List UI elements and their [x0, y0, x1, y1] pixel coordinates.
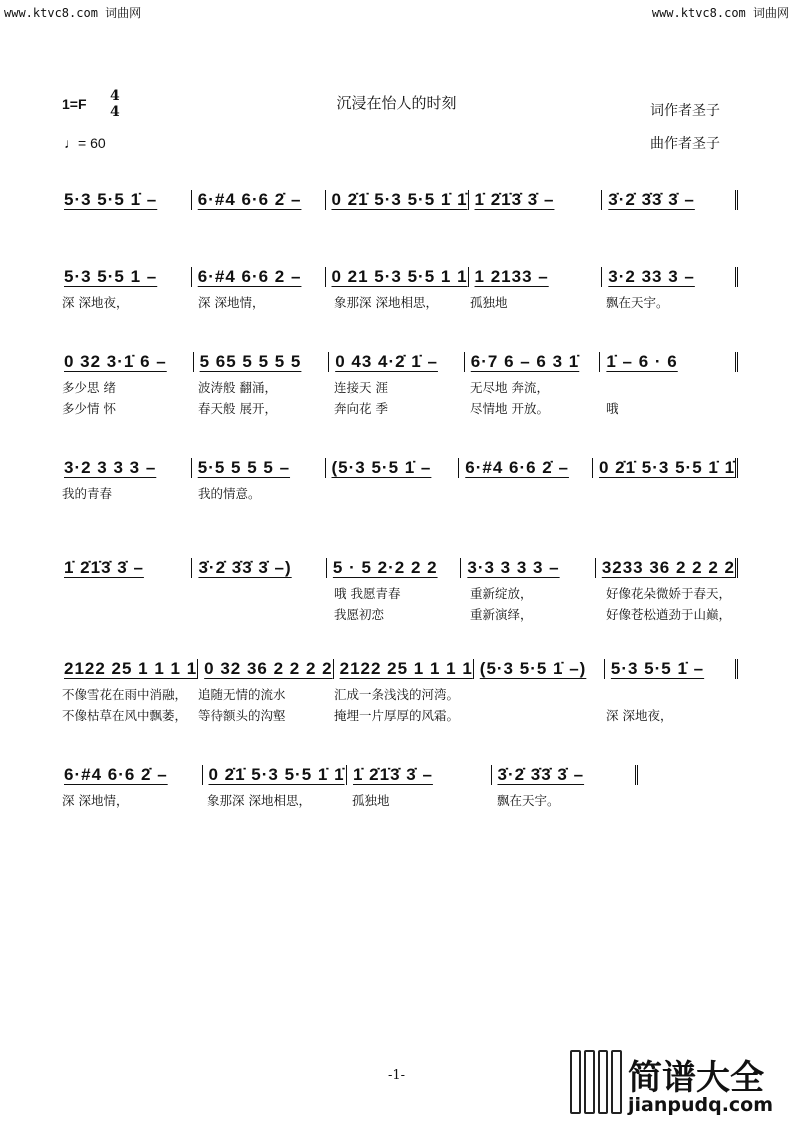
measure: 2122 25 1 1 1 1 — [58, 659, 198, 679]
lyric-segment — [466, 684, 602, 705]
measure: 0 2̇1̇ 5·3 5·5 1̇ 1̇ — [203, 765, 348, 785]
measure: 1̇ 2̇1̇3̇ 3̇ – — [58, 558, 192, 578]
measure: 3·2 3 3 3 – — [58, 458, 192, 478]
time-bottom: 4 — [110, 104, 120, 120]
staff-row — [58, 453, 738, 504]
lyric-line — [58, 377, 738, 398]
watermark-right: www.ktvc8.com 词曲网 — [651, 6, 789, 20]
lyric-line — [58, 583, 738, 604]
lyric-segment: 多少思 绪 — [62, 380, 116, 395]
lyric-segment: 尽情地 开放。 — [470, 401, 549, 416]
lyric-segment: 波涛般 翻涌， — [198, 380, 277, 395]
measure: 5·3 5·5 1̇ – — [58, 190, 192, 210]
measure: 0 2̇1̇ 5·3 5·5 1̇ 1̇ — [326, 190, 469, 210]
lyric-segment: 汇成一条浅浅的河湾。 — [334, 687, 460, 702]
lyric-segment: 掩埋一片厚厚的风霜。 — [334, 708, 460, 723]
lyric-segment — [58, 583, 194, 604]
measure: 0 21 5·3 5·5 1 1 — [326, 267, 469, 287]
staff-row — [58, 760, 638, 811]
measure: 0 43 4·2̇ 1̇ – — [329, 352, 465, 372]
lyric-segment — [602, 483, 738, 504]
tempo-marking: ♩= 60 — [64, 135, 106, 151]
lyric-segment — [602, 377, 738, 398]
measure: 0 2̇1̇ 5·3 5·5 1̇ 1̇ — [593, 458, 738, 478]
lyric-segment: 深 深地情， — [198, 295, 265, 310]
lyric-segment: 春天般 展开， — [198, 401, 277, 416]
time-signature — [110, 88, 120, 120]
measure: 3·2 33 3 – — [602, 267, 738, 287]
composer: 曲作者圣子 — [650, 136, 720, 152]
lyric-segment: 象那深 深地相思， — [334, 295, 438, 310]
lyric-segment: 重新演绎， — [470, 607, 533, 622]
key-signature: 1=F — [62, 96, 87, 112]
lyric-segment: 哦 — [606, 401, 619, 416]
lyric-segment: 飘在天宇。 — [606, 295, 669, 310]
lyric-segment — [330, 483, 466, 504]
measure: 5 · 5 2·2 2 2 — [327, 558, 461, 578]
notes-line — [58, 185, 738, 215]
measure: 6·#4 6·6 2̇ – — [58, 765, 203, 785]
site-logo — [570, 1050, 790, 1120]
logo-url: jianpudq.com — [628, 1094, 774, 1116]
measure: 0 32 3·1̇ 6 – — [58, 352, 194, 372]
lyric-segment: 不像枯草在风中飘萎， — [62, 708, 188, 723]
measure: 3̇·2̇ 3̇3̇ 3̇ –) — [192, 558, 326, 578]
lyric-segment: 重新绽放， — [470, 586, 533, 601]
measure: 5 65 5 5 5 5 — [194, 352, 330, 372]
measure: 2122 25 1 1 1 1 — [334, 659, 474, 679]
lyric-line — [58, 790, 638, 811]
staff-row — [58, 185, 738, 215]
lyric-segment: 孤独地 — [470, 295, 508, 310]
lyric-line — [58, 483, 738, 504]
lyric-segment: 深 深地情， — [62, 793, 129, 808]
lyric-segment: 好像苍松遒劲于山巅， — [606, 607, 732, 622]
lyric-segment — [602, 684, 738, 705]
measure: 5·3 5·5 1 – — [58, 267, 192, 287]
lyric-segment — [58, 604, 194, 625]
notes-line — [58, 262, 738, 292]
lyric-segment: 孤独地 — [352, 793, 390, 808]
lyric-segment — [466, 705, 602, 726]
lyric-line — [58, 705, 738, 726]
measure: 6·#4 6·6 2̇ – — [192, 190, 326, 210]
lyric-segment — [194, 604, 330, 625]
measure: (5·3 5·5 1̇ – — [326, 458, 460, 478]
lyric-segment — [466, 483, 602, 504]
measure: 0 32 36 2 2 2 2 — [198, 659, 333, 679]
lyric-segment: 我愿初恋 — [334, 607, 385, 622]
lyric-segment: 我的青春 — [62, 486, 113, 501]
staff-row — [58, 654, 738, 726]
lyric-segment — [194, 583, 330, 604]
staff-row — [58, 553, 738, 625]
lyric-line — [58, 604, 738, 625]
lyric-segment: 深 深地夜， — [606, 708, 673, 723]
lyric-segment: 我的情意。 — [198, 486, 261, 501]
measure: 1̇ 2̇1̇3̇ 3̇ – — [469, 190, 603, 210]
measure: (5·3 5·5 1̇ –) — [474, 659, 605, 679]
logo-text: 简谱大全 — [628, 1058, 764, 1098]
song-title: 沉浸在怡人的时刻 — [336, 94, 457, 112]
lyric-segment: 不像雪花在雨中消融， — [62, 687, 188, 702]
lyricist: 词作者圣子 — [650, 103, 720, 119]
staff-row — [58, 262, 738, 313]
lyric-line — [58, 398, 738, 419]
measure: 6·7 6 – 6 3 1̇ — [465, 352, 601, 372]
lyric-segment: 多少情 怀 — [62, 401, 116, 416]
measure: 3233 36 2 2 2 2 — [596, 558, 738, 578]
lyric-line — [58, 292, 738, 313]
measure: 5·5 5 5 5 – — [192, 458, 326, 478]
notes-line — [58, 347, 738, 377]
measure: 1 2133 – — [469, 267, 603, 287]
notes-line — [58, 760, 638, 790]
notes-line — [58, 654, 738, 684]
piano-keys-icon — [570, 1050, 622, 1114]
lyric-segment: 飘在天宇。 — [497, 793, 560, 808]
lyric-segment: 等待额头的沟壑 — [198, 708, 286, 723]
notes-line — [58, 453, 738, 483]
lyric-segment: 追随无情的流水 — [198, 687, 286, 702]
lyric-line — [58, 684, 738, 705]
lyric-segment: 哦 我愿青春 — [334, 586, 401, 601]
time-top: 4 — [110, 88, 120, 104]
lyric-segment: 象那深 深地相思， — [207, 793, 311, 808]
measure: 5·3 5·5 1̇ – — [605, 659, 738, 679]
measure: 6·#4 6·6 2 – — [192, 267, 326, 287]
lyric-segment: 好像花朵微娇于春天， — [606, 586, 732, 601]
lyric-segment: 连接天 涯 — [334, 380, 388, 395]
measure: 1̇ 2̇1̇3̇ 3̇ – — [347, 765, 492, 785]
measure: 3̇·2̇ 3̇3̇ 3̇ – — [602, 190, 738, 210]
measure: 3̇·2̇ 3̇3̇ 3̇ – — [492, 765, 639, 785]
measure: 3·3 3 3 3 – — [461, 558, 595, 578]
notes-line — [58, 553, 738, 583]
lyric-segment: 深 深地夜， — [62, 295, 129, 310]
measure: 1̇ – 6 · 6 — [600, 352, 738, 372]
measure: 6·#4 6·6 2̇ – — [459, 458, 593, 478]
staff-row — [58, 347, 738, 419]
lyric-segment: 无尽地 奔流， — [470, 380, 549, 395]
page-number: -1- — [387, 1068, 406, 1083]
watermark-left: www.ktvc8.com 词曲网 — [4, 6, 142, 20]
lyric-segment: 奔向花 季 — [334, 401, 388, 416]
